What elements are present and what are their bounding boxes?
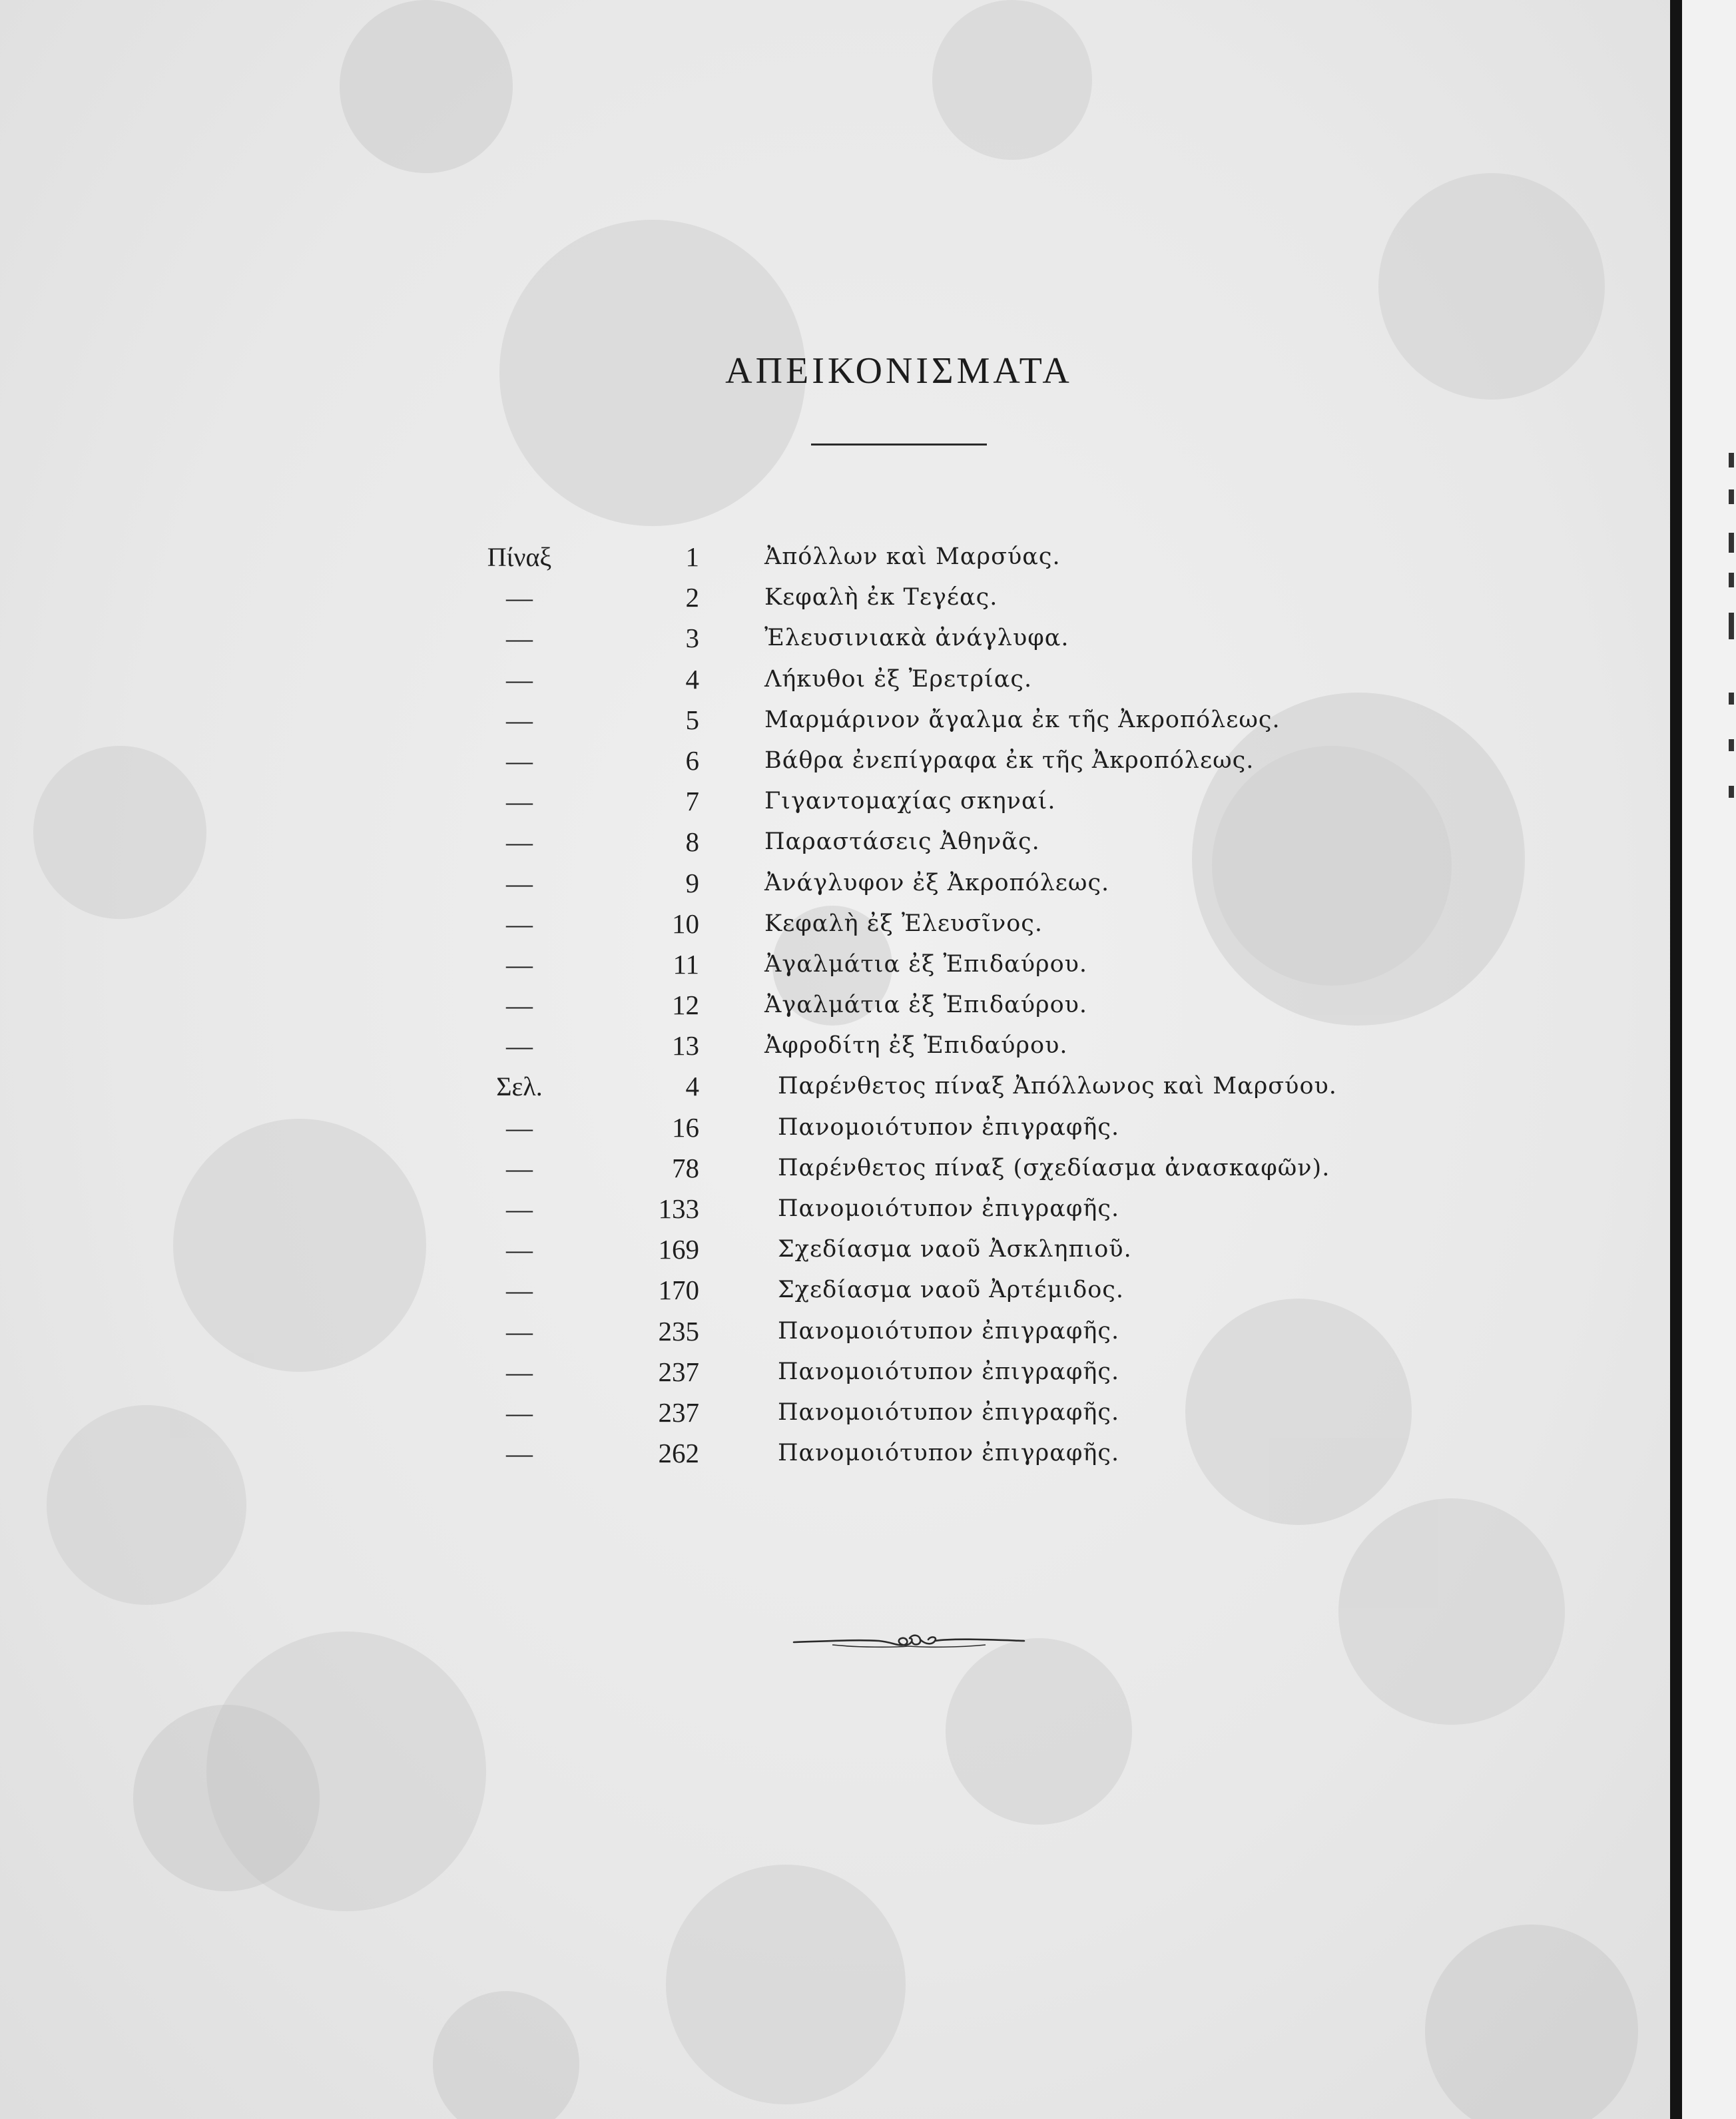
list-item xyxy=(0,537,1665,577)
illustrations-list xyxy=(0,537,1665,1474)
list-item xyxy=(0,1026,1665,1066)
entry-label: — xyxy=(506,949,533,980)
entry-number: 235 xyxy=(658,1315,699,1347)
list-item xyxy=(0,577,1665,618)
facing-page-letter-fragment xyxy=(1729,693,1734,705)
entry-number: 169 xyxy=(658,1234,699,1265)
list-item xyxy=(0,1229,1665,1270)
entry-title: Πανομοιότυπον ἐπιγραφῆς. xyxy=(778,1195,1120,1222)
facing-page-letter-fragment xyxy=(1729,489,1734,504)
facing-page-letter-fragment xyxy=(1729,739,1734,751)
facing-page-letter-fragment xyxy=(1729,453,1734,467)
list-item xyxy=(0,1189,1665,1229)
entry-label: — xyxy=(506,745,533,776)
entry-label: — xyxy=(506,1235,533,1265)
list-item xyxy=(0,1270,1665,1311)
entry-title: Γιγαντομαχίας σκηναί. xyxy=(764,788,1056,815)
entry-label: — xyxy=(506,1438,533,1469)
entry-number: 13 xyxy=(672,1030,699,1061)
ornament-flourish-icon xyxy=(792,1625,1025,1658)
list-item xyxy=(0,1392,1665,1433)
list-item xyxy=(0,1148,1665,1189)
entry-label: — xyxy=(506,1357,533,1387)
entry-label: — xyxy=(506,664,533,695)
entry-label: — xyxy=(506,868,533,898)
entry-label: — xyxy=(506,705,533,735)
entry-label: — xyxy=(506,1031,533,1061)
entry-label: — xyxy=(506,1275,533,1306)
facing-page-letter-fragment xyxy=(1729,613,1734,639)
list-item xyxy=(0,944,1665,985)
entry-number: 6 xyxy=(685,745,699,776)
facing-page-letter-fragment xyxy=(1729,573,1734,587)
list-item xyxy=(0,618,1665,659)
entry-number: 78 xyxy=(672,1152,699,1183)
entry-label: — xyxy=(506,786,533,817)
entry-label: — xyxy=(506,990,533,1021)
entry-label: — xyxy=(506,827,533,858)
list-item xyxy=(0,1311,1665,1352)
entry-title: Κεφαλὴ ἐκ Τεγέας. xyxy=(764,584,998,611)
entry-title: Ἀγαλμάτια ἐξ Ἐπιδαύρου. xyxy=(764,950,1088,978)
list-item xyxy=(0,863,1665,904)
list-item xyxy=(0,1433,1665,1474)
entry-number: 7 xyxy=(685,786,699,817)
list-item xyxy=(0,700,1665,741)
list-item xyxy=(0,1107,1665,1148)
entry-title: Πανομοιότυπον ἐπιγραφῆς. xyxy=(778,1317,1120,1345)
entry-label: Πίναξ xyxy=(487,542,552,572)
entry-title: Πανομοιότυπον ἐπιγραφῆς. xyxy=(778,1440,1120,1467)
list-item xyxy=(0,1352,1665,1392)
entry-number: 237 xyxy=(658,1356,699,1387)
entry-number: 8 xyxy=(685,826,699,858)
entry-label: — xyxy=(506,1153,533,1183)
entry-number: 10 xyxy=(672,908,699,939)
entry-number: 16 xyxy=(672,1111,699,1143)
entry-number: 262 xyxy=(658,1438,699,1469)
entry-label: — xyxy=(506,1194,533,1224)
entry-title: Ἀνάγλυφον ἐξ Ἀκροπόλεως. xyxy=(764,869,1110,896)
entry-number: 1 xyxy=(685,541,699,572)
entry-number: 9 xyxy=(685,867,699,898)
entry-number: 3 xyxy=(685,623,699,654)
facing-page-letter-fragment xyxy=(1729,786,1734,798)
entry-title: Ἐλευσινιακὰ ἀνάγλυφα. xyxy=(764,625,1069,652)
entry-number: 5 xyxy=(685,704,699,735)
list-item xyxy=(0,904,1665,944)
entry-title: Κεφαλὴ ἐξ Ἐλευσῖνος. xyxy=(764,910,1043,937)
entry-label: — xyxy=(506,583,533,613)
entry-title: Ἀγαλμάτια ἐξ Ἐπιδαύρου. xyxy=(764,992,1088,1019)
list-item xyxy=(0,1066,1665,1107)
entry-number: 133 xyxy=(658,1193,699,1224)
entry-title: Πανομοιότυπον ἐπιγραφῆς. xyxy=(778,1358,1120,1385)
entry-title: Παραστάσεις Ἀθηνᾶς. xyxy=(764,828,1040,856)
entry-title: Ἀπόλλων καὶ Μαρσύας. xyxy=(764,543,1061,570)
entry-title: Μαρμάρινον ἄγαλμα ἐκ τῆς Ἀκροπόλεως. xyxy=(764,706,1281,733)
list-item xyxy=(0,822,1665,862)
entry-number: 2 xyxy=(685,582,699,613)
facing-page-letter-fragment xyxy=(1729,533,1734,553)
list-item xyxy=(0,985,1665,1026)
entry-label: — xyxy=(506,1316,533,1347)
entry-title: Παρένθετος πίναξ Ἀπόλλωνος καὶ Μαρσύου. xyxy=(778,1073,1337,1100)
entry-label: — xyxy=(506,1112,533,1143)
entry-title: Λήκυθοι ἐξ Ἐρετρίας. xyxy=(764,665,1033,693)
entry-number: 11 xyxy=(673,948,699,980)
list-item xyxy=(0,781,1665,822)
entry-label: — xyxy=(506,1397,533,1428)
list-item xyxy=(0,741,1665,781)
title-rule xyxy=(811,444,987,446)
entry-title: Σχεδίασμα ναοῦ Ἀρτέμιδος. xyxy=(778,1277,1124,1304)
facing-page-edge xyxy=(1682,0,1736,2119)
entry-title: Βάθρα ἐνεπίγραφα ἐκ τῆς Ἀκροπόλεως. xyxy=(764,747,1255,774)
entry-title: Παρένθετος πίναξ (σχεδίασμα ἀνασκαφῶν). xyxy=(778,1154,1330,1181)
entry-title: Πανομοιότυπον ἐπιγραφῆς. xyxy=(778,1113,1120,1141)
entry-label: — xyxy=(506,623,533,654)
entry-number: 237 xyxy=(658,1396,699,1428)
page-title: ΑΠΕΙΚΟΝΙΣΜΑΤΑ xyxy=(725,350,1073,392)
book-binding-edge xyxy=(1670,0,1682,2119)
entry-number: 4 xyxy=(685,1071,699,1102)
entry-number: 4 xyxy=(685,663,699,695)
entry-number: 12 xyxy=(672,990,699,1021)
entry-label: — xyxy=(506,908,533,939)
entry-title: Πανομοιότυπον ἐπιγραφῆς. xyxy=(778,1398,1120,1426)
entry-title: Ἀφροδίτη ἐξ Ἐπιδαύρου. xyxy=(764,1032,1068,1060)
entry-title: Σχεδίασμα ναοῦ Ἀσκληπιοῦ. xyxy=(778,1236,1132,1263)
list-item xyxy=(0,659,1665,700)
entry-number: 170 xyxy=(658,1275,699,1306)
entry-label: Σελ. xyxy=(496,1071,543,1102)
